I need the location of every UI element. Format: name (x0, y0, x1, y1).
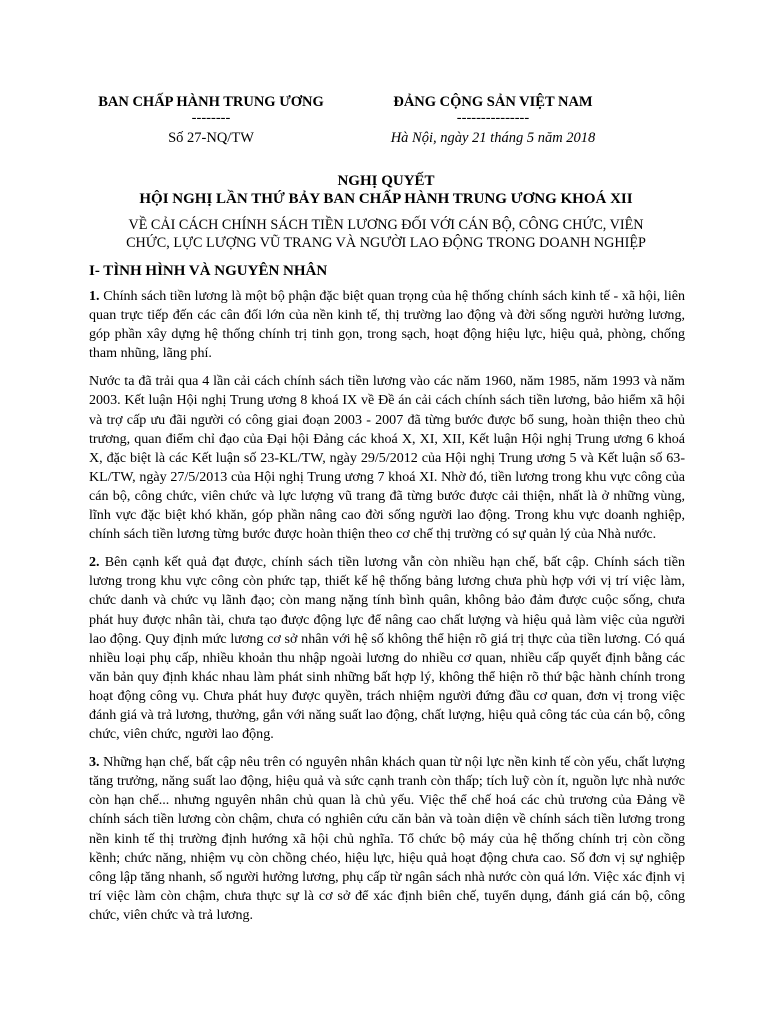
document-number: Số 27-NQ/TW (168, 130, 254, 146)
paragraph-number: 1. (89, 288, 100, 304)
header-right-divider: --------------- (456, 110, 530, 126)
document-date: Hà Nội, ngày 21 tháng 5 năm 2018 (390, 130, 596, 146)
paragraph-number: 2. (89, 554, 100, 571)
header-right-block (350, 94, 636, 147)
subtitle-line: VỀ CẢI CÁCH CHÍNH SÁCH TIỀN LƯƠNG ĐỐI VỚI CÁN BỘ, CÔNG CHỨC, VIÊN (128, 217, 644, 233)
header-left-divider: -------- (191, 110, 231, 126)
paragraph (89, 372, 685, 544)
document-header (0, 94, 768, 154)
document-body (89, 287, 685, 934)
paragraph (89, 753, 685, 925)
paragraph-text: Nước ta đã trải qua 4 lần cải cách chính sách tiền lương vào các năm 1960, năm 1985, năm 1993 và năm 2003. Kết luận Hội nghị Trung ương 8 khoá IX về Đề án cải cách chính sách tiền lương, bảo hiểm xã hội và trợ cấp ưu đãi người có công giai đoạn 2003 - 2007 đã từng bước được bổ sung, hoàn thiện theo chủ trương, quan điểm chỉ đạo của Đại hội Đảng các khoá X, XI, XII, Kết luận Hội nghị Trung ương 6 khoá X, đặc biệt là các Kết luận số 23-KL/TW, ngày 29/5/2012 của Hội nghị Trung ương 5 và Kết luận số 63-KL/TW, ngày 27/5/2013 của Hội nghị Trung ương 7 khoá XI. Nhờ đó, tiền lương trong khu vực công của cán bộ, công chức, viên chức và lực lượng vũ trang đã từng bước được cải thiện, nhất là ở những vùng, lĩnh vực đặc biệt khó khăn, góp phần nâng cao đời sống người lao động. Trong khu vực doanh nghiệp, chính sách tiền lương từng bước được hoàn thiện theo cơ chế thị trường có sự quản lý của Nhà nước. (89, 373, 685, 543)
header-left-block (80, 94, 342, 147)
issuing-body: BAN CHẤP HÀNH TRUNG ƯƠNG (98, 94, 324, 110)
paragraph (89, 287, 685, 363)
paragraph-text: Bên cạnh kết quả đạt được, chính sách tiền lương vẫn còn nhiều hạn chế, bất cập. Chính sách tiền lương trong khu vực công còn phức tạp, thiết kế hệ thống bảng lương chưa phù hợp với vị trí việc làm, chức danh và chức vụ lãnh đạo; còn mang nặng tính bình quân, không bảo đảm được cuộc sống, chưa phát huy được nhân tài, chưa tạo được động lực để nâng cao chất lượng và hiệu quả làm việc của người lao động. Quy định mức lương cơ sở nhân với hệ số không thể hiện rõ giá trị thực của tiền lương. Có quá nhiều loại phụ cấp, nhiều khoản thu nhập ngoài lương do nhiều cơ quan, nhiều cấp quyết định bằng các văn bản quy định khác nhau làm phát sinh những bất hợp lý, không thể hiện rõ thứ bậc hành chính trong hoạt động công vụ. Chưa phát huy được quyền, trách nhiệm người đứng đầu cơ quan, đơn vị trong việc đánh giá và trả lương, thưởng, gắn với năng suất lao động, chất lượng, hiệu quả công tác của cán bộ, công chức, viên chức, người lao động. (89, 554, 685, 743)
section-heading: I- TÌNH HÌNH VÀ NGUYÊN NHÂN (89, 263, 328, 279)
document-subtitle (80, 216, 692, 252)
paragraph-text: Chính sách tiền lương là một bộ phận đặc biệt quan trọng của hệ thống chính sách kinh tế - xã hội, liên quan trực tiếp đến các cân đối lớn của nền kinh tế, thị trường lao động và đời sống người hưởng lương, góp phần xây dựng hệ thống chính trị tinh gọn, trong sạch, hoạt động hiệu lực, hiệu quả, phòng, chống tham nhũng, lãng phí. (89, 288, 685, 362)
party-name: ĐẢNG CỘNG SẢN VIỆT NAM (393, 94, 593, 110)
paragraph-number: 3. (89, 754, 100, 771)
paragraph (89, 553, 685, 744)
document-title-block (80, 172, 692, 252)
document-type-title: NGHỊ QUYẾT (337, 173, 435, 189)
subtitle-line: CHỨC, LỰC LƯỢNG VŨ TRANG VÀ NGƯỜI LAO ĐỘNG TRONG DOANH NGHIỆP (126, 235, 646, 251)
paragraph-text: Những hạn chế, bất cập nêu trên có nguyên nhân khách quan từ nội lực nền kinh tế còn yếu, chất lượng tăng trưởng, năng suất lao động, hiệu quả và sức cạnh tranh còn thấp; tích luỹ còn ít, nguồn lực nhà nước còn hạn chế... nhưng nguyên nhân chủ quan là chủ yếu. Việc thể chế hoá các chủ trương của Đảng về chính sách tiền lương còn chậm, chưa có nghiên cứu căn bản và toàn diện về chính sách tiền lương trong nền kinh tế thị trường định hướng xã hội chủ nghĩa. Tổ chức bộ máy của hệ thống chính trị còn cồng kềnh; chức năng, nhiệm vụ còn chồng chéo, hiệu lực, hiệu quả hoạt động chưa cao. Số đơn vị sự nghiệp công lập tăng nhanh, số người hưởng lương, phụ cấp từ ngân sách nhà nước còn quá lớn. Việc xác định vị trí việc làm còn chậm, chưa thực sự là cơ sở để xác định biên chế, tuyển dụng, đánh giá cán bộ, công chức, viên chức và trả lương. (89, 754, 685, 923)
conference-title: HỘI NGHỊ LẦN THỨ BẢY BAN CHẤP HÀNH TRUNG ƯƠNG KHOÁ XII (139, 191, 633, 207)
